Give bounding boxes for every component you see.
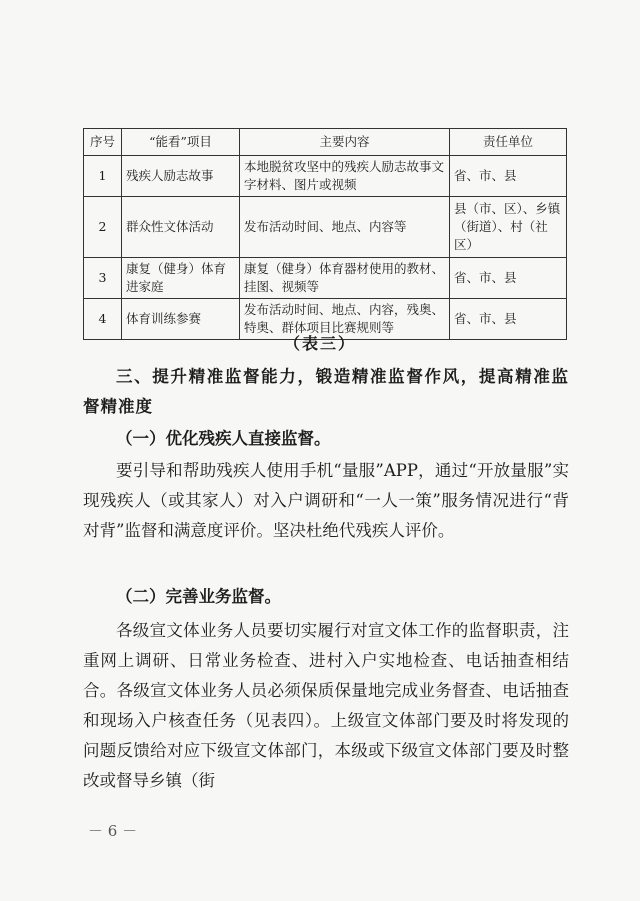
row-item: 残疾人励志故事 bbox=[122, 156, 240, 197]
header-content: 主要内容 bbox=[240, 129, 450, 156]
header-item: “能看”项目 bbox=[122, 129, 240, 156]
table-row bbox=[84, 258, 567, 299]
subsection-heading-1: （一）优化残疾人直接监督。 bbox=[116, 429, 331, 448]
row-content: 康复（健身）体育器材使用的教材、挂图、视频等 bbox=[240, 258, 450, 299]
row-content: 发布活动时间、地点、内容等 bbox=[240, 197, 450, 258]
row-no: 4 bbox=[84, 299, 122, 340]
row-content: 发布活动时间、地点、内容，残奥、特奥、群体项目比赛规则等 bbox=[240, 299, 450, 340]
row-unit: 省、市、县 bbox=[450, 299, 567, 340]
row-item: 群众性文体活动 bbox=[122, 197, 240, 258]
row-content: 本地脱贫攻坚中的残疾人励志故事文字材料、图片或视频 bbox=[240, 156, 450, 197]
row-unit: 县（市、区）、乡镇（街道）、村（社区） bbox=[450, 197, 567, 258]
paragraph-2: 各级宣文体业务人员要切实履行对宣文体工作的监督职责，注重网上调研、日常业务检查、进村入户实地检查、电话抽查相结合。各级宣文体业务人员必须保质保量地完成业务督查、电话抽查和现场入户核查任务（见表四）。上级宣文体部门要及时将发现的问题反馈给对应下级宣文体部门，本级或下级宣文体部门要及时整改或督导乡镇（街 bbox=[83, 621, 569, 790]
row-unit: 省、市、县 bbox=[450, 258, 567, 299]
page-number: － 6 － bbox=[88, 822, 138, 840]
row-no: 1 bbox=[84, 156, 122, 197]
row-no: 3 bbox=[84, 258, 122, 299]
table-row bbox=[84, 197, 567, 258]
table-caption: （表三） bbox=[283, 334, 356, 353]
header-unit: 责任单位 bbox=[450, 129, 567, 156]
row-item: 康复（健身）体育进家庭 bbox=[122, 258, 240, 299]
table-header-row bbox=[84, 129, 567, 156]
subsection-heading-2: （二）完善业务监督。 bbox=[116, 587, 281, 606]
header-no: 序号 bbox=[84, 129, 122, 156]
section-heading: 三、提升精准监督能力，锻造精准监督作风，提高精准监督精准度 bbox=[83, 367, 569, 416]
row-item: 体育训练参赛 bbox=[122, 299, 240, 340]
table-row bbox=[84, 156, 567, 197]
row-unit: 省、市、县 bbox=[450, 156, 567, 197]
responsibility-table bbox=[83, 128, 567, 340]
paragraph-1: 要引导和帮助残疾人使用手机“量服”APP，通过“开放量服”实现残疾人（或其家人）对入户调研和“一人一策”服务情况进行“背对背”监督和满意度评价。坚决杜绝代残疾人评价。 bbox=[83, 461, 569, 540]
row-no: 2 bbox=[84, 197, 122, 258]
